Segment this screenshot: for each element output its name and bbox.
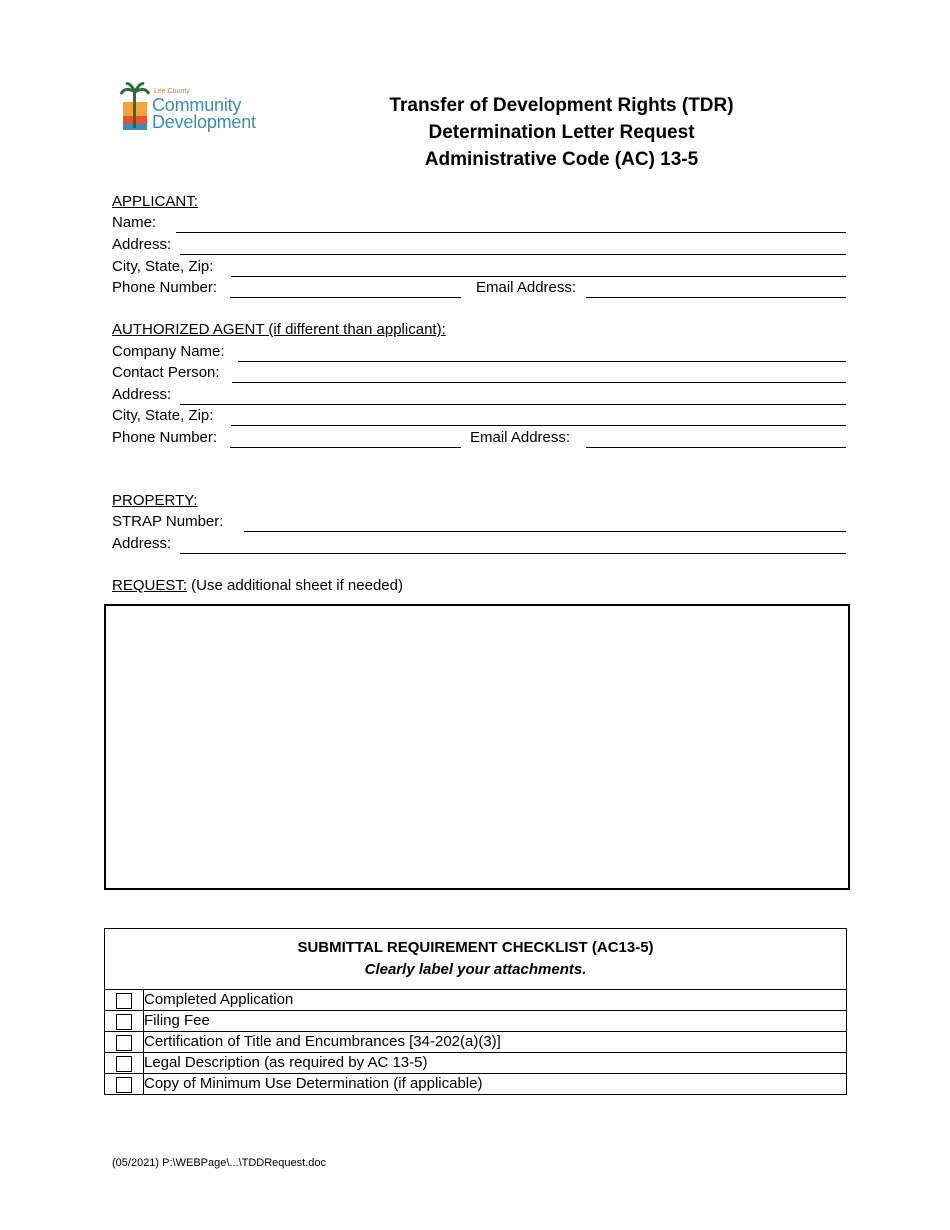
property-strap-field[interactable]	[244, 531, 846, 532]
applicant-heading: APPLICANT:	[112, 193, 198, 210]
applicant-name-field[interactable]	[176, 232, 846, 233]
agent-company-field[interactable]	[238, 361, 846, 362]
logo-development-text: Development	[152, 112, 256, 132]
checklist-item-label: Certification of Title and Encumbrances [34-202(a)(3)]	[144, 1032, 847, 1053]
checklist-checkbox[interactable]	[116, 993, 132, 1009]
agent-address-label: Address:	[112, 386, 172, 403]
checklist-checkbox[interactable]	[116, 1014, 132, 1030]
title-line-1: Transfer of Development Rights (TDR)	[389, 95, 734, 116]
checklist-header	[105, 929, 847, 990]
agent-city-field[interactable]	[231, 425, 846, 426]
property-heading: PROPERTY:	[112, 492, 198, 509]
checklist-title: SUBMITTAL REQUIREMENT CHECKLIST (AC13-5)	[297, 939, 654, 956]
property-address-field[interactable]	[180, 553, 846, 554]
agent-company-label: Company Name:	[112, 343, 225, 360]
applicant-phone-label: Phone Number:	[112, 279, 218, 296]
applicant-phone-field[interactable]	[230, 297, 461, 298]
logo-community-text: Community	[152, 95, 242, 115]
footer-path: (05/2021) P:\WEBPage\...\TDDRequest.doc	[112, 1157, 326, 1169]
agent-city-label: City, State, Zip:	[112, 407, 214, 424]
agent-phone-field[interactable]	[230, 447, 461, 448]
agent-heading: AUTHORIZED AGENT (if different than applicant):	[112, 321, 446, 338]
checklist-checkbox[interactable]	[116, 1056, 132, 1072]
property-strap-label: STRAP Number:	[112, 513, 224, 530]
applicant-address-field[interactable]	[180, 254, 846, 255]
community-development-logo	[120, 80, 270, 136]
submittal-checklist	[104, 928, 847, 1095]
palm-tree-logo-icon	[120, 82, 150, 132]
applicant-email-field[interactable]	[586, 297, 846, 298]
applicant-address-label: Address:	[112, 236, 172, 253]
title-line-3: Administrative Code (AC) 13-5	[424, 149, 699, 170]
logo-county-text: Lee County	[154, 88, 190, 95]
request-note: (Use additional sheet if needed)	[187, 577, 403, 594]
checklist-checkbox[interactable]	[116, 1035, 132, 1051]
document-title	[330, 92, 793, 173]
checklist-item-label: Filing Fee	[144, 1011, 847, 1032]
request-heading	[112, 576, 403, 596]
agent-email-label: Email Address:	[470, 429, 571, 446]
property-address-label: Address:	[112, 535, 172, 552]
checklist-item-label: Legal Description (as required by AC 13-5)	[144, 1053, 847, 1074]
title-line-2: Determination Letter Request	[428, 122, 695, 143]
applicant-name-label: Name:	[112, 214, 157, 231]
agent-contact-label: Contact Person:	[112, 364, 220, 381]
request-heading-label: REQUEST:	[112, 577, 188, 594]
checklist-row	[105, 990, 847, 1011]
checklist-row	[105, 1011, 847, 1032]
agent-email-field[interactable]	[586, 447, 846, 448]
request-textarea[interactable]	[104, 604, 850, 890]
checklist-row	[105, 1074, 847, 1095]
applicant-email-label: Email Address:	[476, 279, 577, 296]
agent-contact-field[interactable]	[232, 382, 846, 383]
applicant-city-label: City, State, Zip:	[112, 258, 214, 275]
applicant-city-field[interactable]	[231, 276, 846, 277]
checklist-checkbox[interactable]	[116, 1077, 132, 1093]
checklist-subtitle: Clearly label your attachments.	[364, 961, 587, 978]
agent-phone-label: Phone Number:	[112, 429, 218, 446]
checklist-item-label: Completed Application	[144, 990, 847, 1011]
checklist-row	[105, 1053, 847, 1074]
checklist-row	[105, 1032, 847, 1053]
agent-address-field[interactable]	[180, 404, 846, 405]
checklist-item-label: Copy of Minimum Use Determination (if applicable)	[144, 1074, 847, 1095]
